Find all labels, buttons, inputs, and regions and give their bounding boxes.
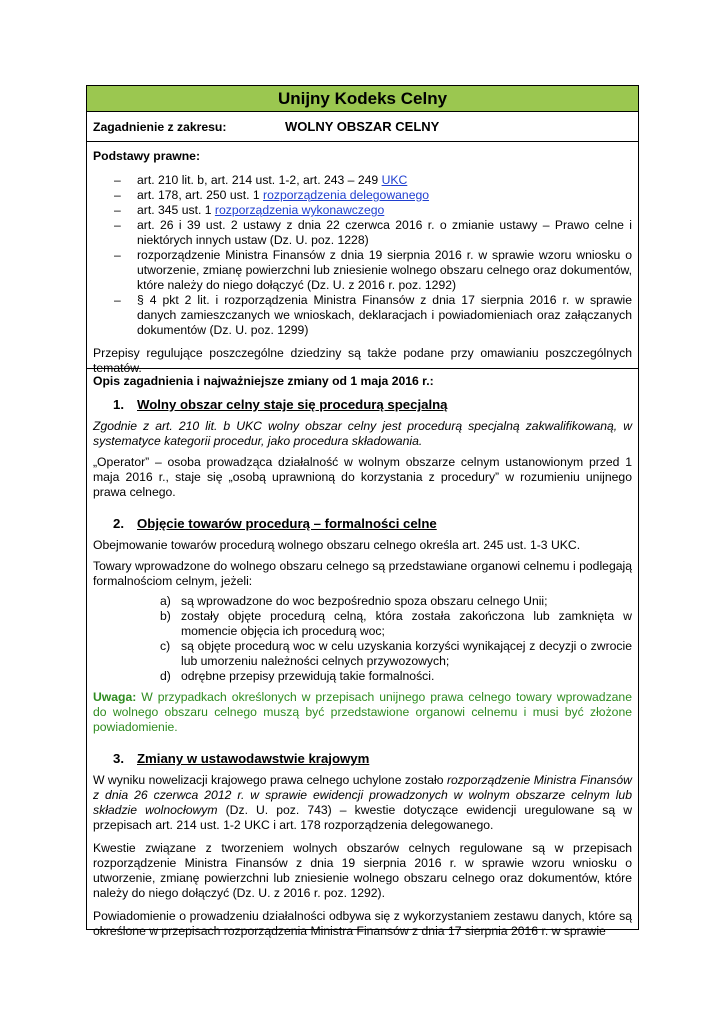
legal-basis-list — [93, 173, 632, 338]
section-3-heading — [93, 751, 632, 766]
section-number: 2. — [113, 516, 124, 531]
text-run: W wyniku nowelizacji krajowego prawa celnego uchylone zostało — [93, 773, 447, 787]
legal-basis-item — [93, 188, 632, 203]
list-item — [93, 639, 632, 669]
list-marker: a) — [160, 594, 171, 608]
topic-label: Zagadnienie z zakresu: — [93, 119, 227, 134]
description-heading: Opis zagadnienia i najważniejsze zmiany od 1 maja 2016 r.: — [93, 374, 434, 388]
legal-basis-item: – art. 26 i 39 ust. 2 ustawy z dnia 22 czerwca 2016 r. o zmianie ustawy – Prawo celne i niektórych innych ustaw (Dz. U. poz. 1228) — [93, 218, 632, 248]
list-marker: c) — [160, 639, 171, 653]
ukc-link[interactable]: UKC — [381, 173, 408, 187]
document-title: Unijny Kodeks Celny — [87, 86, 638, 112]
topic-row — [87, 112, 638, 142]
section-title: Zmiany w ustawodawstwie krajowym — [137, 751, 370, 766]
legal-basis-item — [93, 173, 632, 188]
delegated-regulation-link[interactable]: rozporządzenia delegowanego — [263, 188, 430, 202]
list-item — [93, 609, 632, 639]
item-text: art. 345 ust. 1 — [137, 203, 215, 217]
section-3-paragraph — [93, 773, 632, 833]
warning-note — [93, 690, 632, 735]
conditions-list — [93, 594, 632, 684]
section-title: Wolny obszar celny staje się procedurą specjalną — [137, 397, 448, 412]
legal-basis-section — [87, 142, 638, 375]
section-1-paragraph: Zgodnie z art. 210 lit. b UKC wolny obszar celny jest procedurą specjalną zakwalifikowaną, w systematyce kategorii procedur, jako procedura składowania. — [93, 419, 632, 448]
document-frame — [86, 85, 639, 938]
section-2-heading — [93, 516, 632, 531]
section-number: 3. — [113, 751, 124, 766]
section-3-paragraph: Kwestie związane z tworzeniem wolnych obszarów celnych regulowane są w przepisach rozporządzenie Ministra Finansów z dnia 19 sierpnia 2016 r. w sprawie wzoru wniosku o utworzenie, zmianę powierzchni lub zniesienie wolnego obszaru celnego oraz dokumentów, które należy do niego dołączyć (Dz. U. z 2016 r. poz. 1292). — [93, 841, 632, 900]
item-text: art. 178, art. 250 ust. 1 — [137, 188, 264, 202]
list-item — [93, 594, 632, 609]
section-2-paragraph: Obejmowanie towarów procedurą wolnego obszaru celnego określa art. 245 ust. 1-3 UKC. — [93, 538, 581, 552]
section-3-paragraph: Powiadomienie o prowadzeniu działalności odbywa się z wykorzystaniem zestawu danych, które są określone w przepisach rozporządzenia Ministra Finansów z dnia 17 sierpnia 2016 r. w sprawie — [93, 909, 632, 938]
implementing-regulation-link[interactable]: rozporządzenia wykonawczego — [214, 203, 385, 217]
list-text: zostały objęte procedurą celną, która została zakończona lub zamknięta w momencie objęcia ich procedurą woc; — [181, 609, 632, 638]
description-section — [87, 369, 638, 939]
note-label: Uwaga: — [93, 690, 137, 704]
legal-basis-item: – § 4 pkt 2 lit. i rozporządzenia Ministra Finansów z dnia 17 sierpnia 2016 r. w sprawie danych zamieszczanych we wnioskach, deklaracjach i powiadomieniach oraz załączanych dokumentów (Dz. U. poz. 1299) — [93, 293, 632, 338]
legal-basis-item: – rozporządzenie Ministra Finansów z dnia 19 sierpnia 2016 r. w sprawie wzoru wniosku o utworzenie, zmianę powierzchni lub zniesienie wolnego obszaru celnego oraz dokumentów, które należy do niego dołączyć (Dz. U. z 2016 r. poz. 1292) — [93, 248, 632, 293]
section-2-paragraph: Towary wprowadzone do wolnego obszaru celnego są przedstawiane organowi celnemu i podlegają formalnościom celnym, jeżeli: — [93, 559, 632, 588]
section-1-paragraph: „Operator” – osoba prowadząca działalność w wolnym obszarze celnym ustanowionym przed 1 maja 2016 r., staje się „osobą uprawnioną do korzystania z procedury” w rozumieniu unijnego prawa celnego. — [93, 455, 632, 499]
legal-basis-item — [93, 203, 632, 218]
list-marker: b) — [160, 609, 171, 623]
list-text: są wprowadzone do woc bezpośrednio spoza obszaru celnego Unii; — [181, 594, 548, 608]
list-marker: d) — [160, 669, 171, 683]
topic-value: WOLNY OBSZAR CELNY — [285, 119, 440, 134]
regulation-title: rozporządzenie Ministra Finansów z dnia 26 czerwca 2012 r. w sprawie ewidencji prowadzonych w wolnym obszarze celnym lub składzie wolnocłowym — [93, 773, 632, 817]
legal-basis-note: Przepisy regulujące poszczególne dziedziny są także podane przy omawianiu poszczególnych tematów. — [93, 346, 632, 375]
list-item — [93, 669, 632, 684]
section-number: 1. — [113, 397, 124, 412]
list-text: odrębne przepisy przewidują takie formalności. — [181, 669, 435, 683]
item-text: art. 210 lit. b, art. 214 ust. 1-2, art. 243 – 249 — [137, 173, 382, 187]
section-1-heading — [93, 397, 632, 412]
section-title: Objęcie towarów procedurą – formalności celne — [137, 516, 437, 531]
note-text: W przypadkach określonych w przepisach unijnego prawa celnego towary wprowadzane do wolnego obszaru celnego muszą być przedstawione organowi celnemu i musi być złożone powiadomienie. — [93, 690, 632, 734]
legal-basis-heading: Podstawy prawne: — [93, 149, 201, 163]
list-text: są objęte procedurą woc w celu uzyskania korzyści wynikającej z decyzji o zwrocie lub umorzeniu należności celnych przywozowych; — [181, 639, 632, 668]
text-run: (Dz. U. poz. 743) – kwestie dotyczące ewidencji uregulowane są w przepisach art. 214 ust. 1-2 UKC i art. 178 rozporządzenia delegowanego. — [93, 803, 633, 832]
